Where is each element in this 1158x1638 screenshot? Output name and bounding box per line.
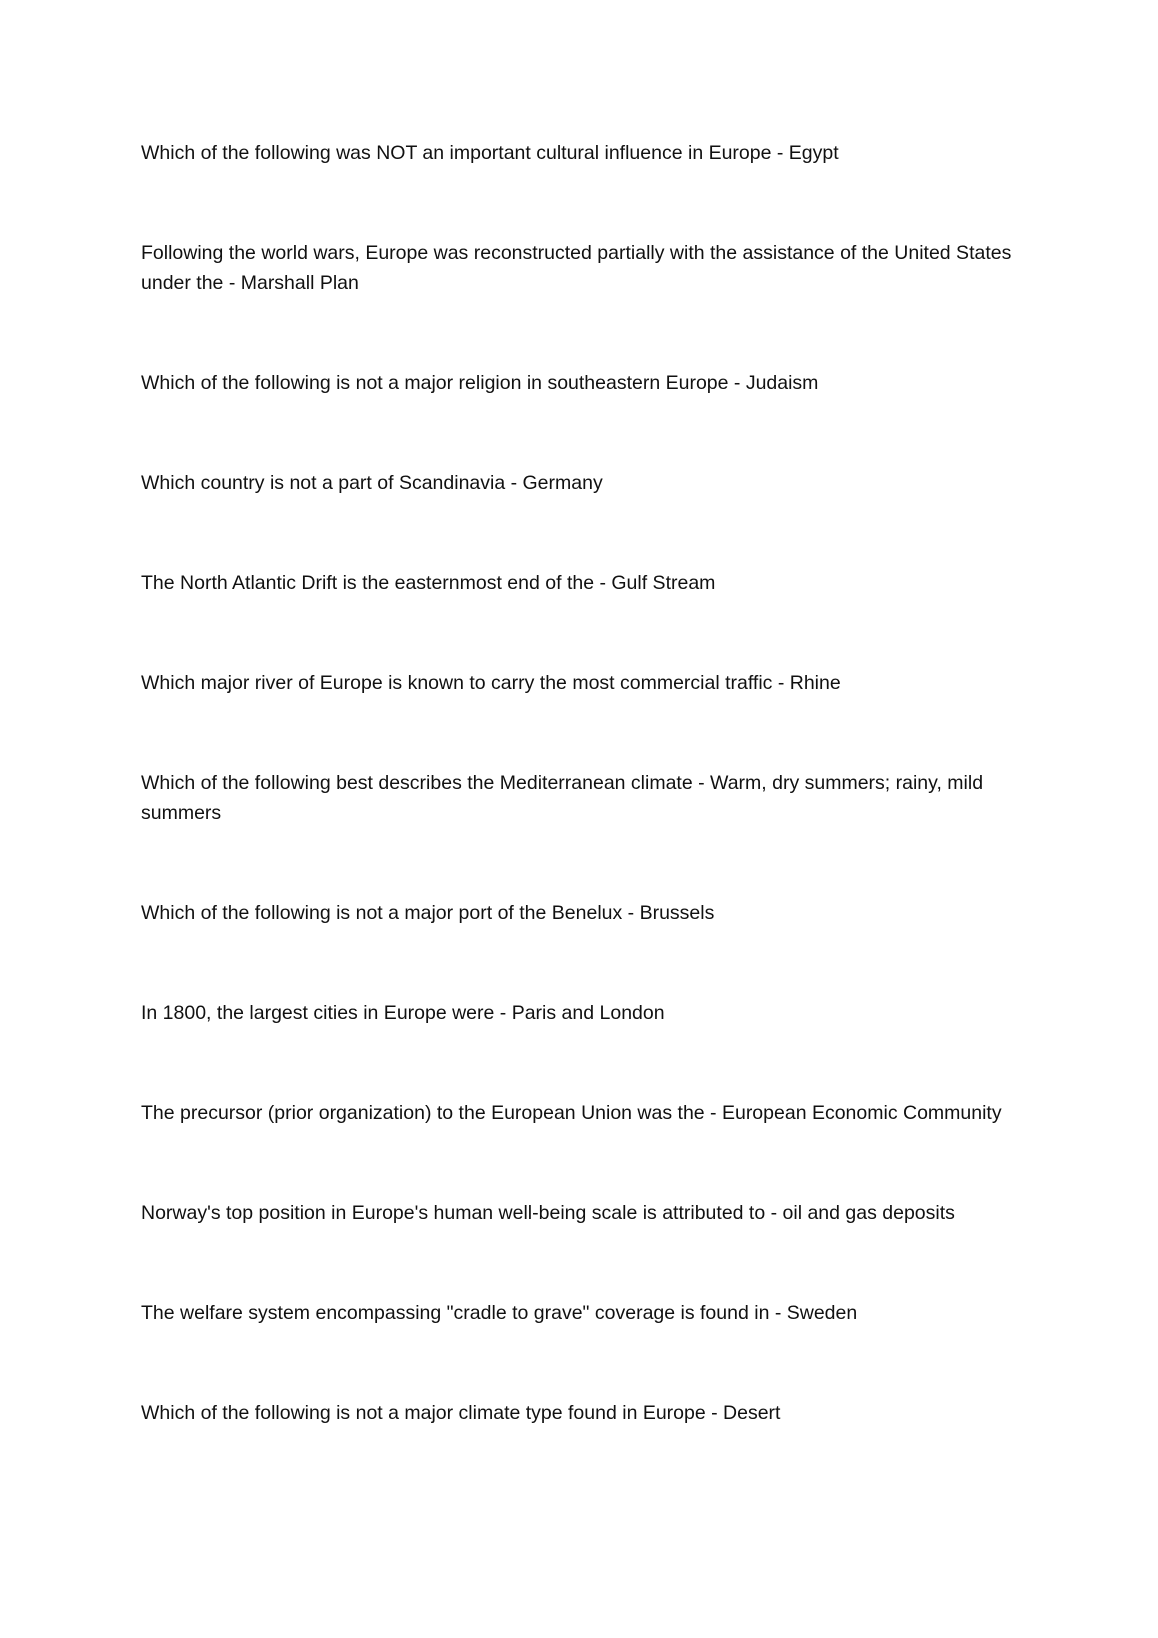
qa-item-11: Norway's top position in Europe's human well-being scale is attributed to - oil and gas deposits: [141, 1202, 955, 1224]
qa-item-5: The North Atlantic Drift is the easternmost end of the - Gulf Stream: [141, 572, 716, 594]
qa-item-2: Following the world wars, Europe was reconstructed partially with the assistance of the United States under the - Marshall Plan: [141, 242, 1012, 294]
qa-item-4: Which country is not a part of Scandinavia - Germany: [141, 472, 603, 494]
qa-item-6: Which major river of Europe is known to carry the most commercial traffic - Rhine: [141, 672, 841, 694]
qa-item-9: In 1800, the largest cities in Europe were - Paris and London: [141, 1002, 665, 1024]
qa-item-10: The precursor (prior organization) to the European Union was the - European Economic Community: [141, 1102, 1002, 1124]
qa-item-3: Which of the following is not a major religion in southeastern Europe - Judaism: [141, 372, 819, 394]
qa-item-8: Which of the following is not a major port of the Benelux - Brussels: [141, 902, 715, 924]
qa-item-12: The welfare system encompassing "cradle to grave" coverage is found in - Sweden: [141, 1302, 858, 1324]
qa-item-1: Which of the following was NOT an important cultural influence in Europe - Egypt: [141, 142, 839, 164]
qa-item-7: Which of the following best describes the Mediterranean climate - Warm, dry summers; rainy, mild summers: [141, 772, 984, 824]
qa-item-13: Which of the following is not a major climate type found in Europe - Desert: [141, 1402, 781, 1424]
